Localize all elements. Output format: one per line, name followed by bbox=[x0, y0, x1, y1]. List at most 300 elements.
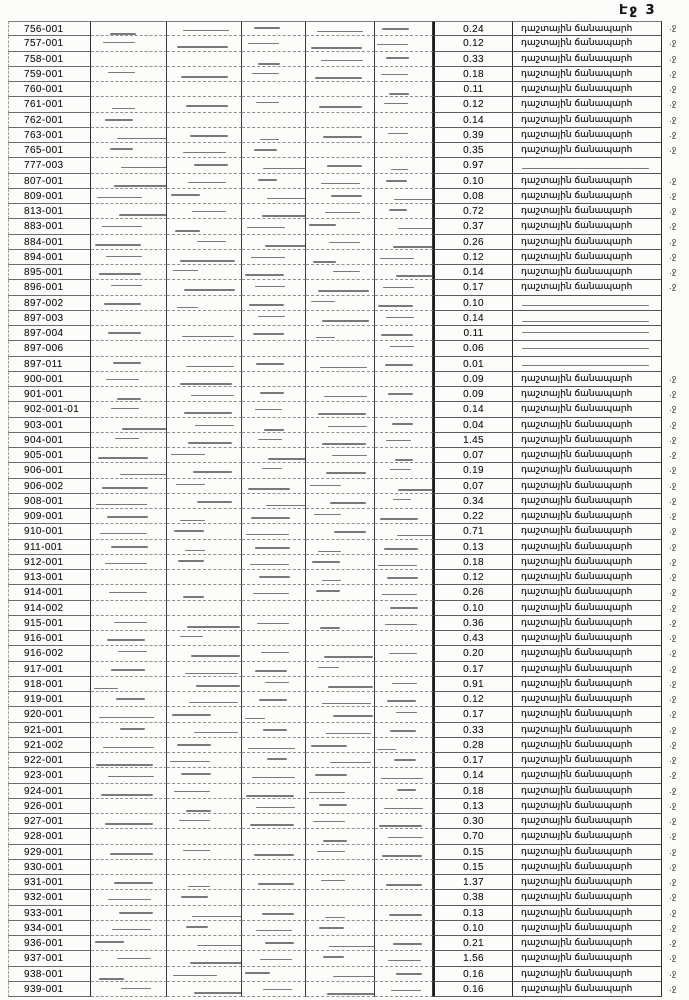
page-edge-text: .ջ bbox=[669, 267, 677, 277]
empty-cell bbox=[91, 311, 167, 326]
dash-mark bbox=[177, 307, 198, 308]
table-row bbox=[8, 906, 689, 921]
table-row bbox=[8, 341, 689, 356]
empty-cell bbox=[375, 280, 433, 295]
table-row bbox=[8, 280, 689, 295]
empty-cell bbox=[306, 524, 375, 539]
area-value-cell bbox=[433, 311, 513, 326]
parcel-table bbox=[8, 21, 689, 997]
land-use-label: դաշտային ճանապարհ bbox=[521, 983, 633, 994]
parcel-id-cell bbox=[8, 235, 91, 250]
area-value-cell bbox=[433, 326, 513, 341]
area-value-cell bbox=[433, 768, 513, 783]
area-value: 0.35 bbox=[463, 145, 484, 156]
page-edge-cell bbox=[662, 479, 689, 494]
land-use-label: դաշտային ճանապարհ bbox=[521, 877, 633, 887]
dash-mark bbox=[382, 855, 421, 857]
parcel-id-cell bbox=[8, 509, 91, 524]
land-use-cell bbox=[513, 784, 662, 799]
page-edge-cell bbox=[662, 174, 689, 189]
land-use-label: դաշտային ճանապարհ bbox=[521, 190, 633, 201]
area-value: 0.09 bbox=[463, 373, 484, 385]
page-edge-text: .ջ bbox=[669, 282, 677, 293]
dash-mark bbox=[248, 488, 290, 490]
empty-cell bbox=[167, 265, 242, 280]
page-edge-text: .ջ bbox=[669, 465, 677, 476]
area-value-cell bbox=[433, 143, 513, 158]
parcel-id: 906-002 bbox=[24, 480, 64, 492]
dash-mark bbox=[377, 44, 408, 45]
land-use-label: դաշտային ճանապարհ bbox=[521, 694, 633, 704]
land-use-cell bbox=[513, 723, 662, 738]
dash-mark bbox=[119, 214, 167, 216]
empty-cell bbox=[167, 494, 242, 509]
area-value: 0.26 bbox=[463, 236, 484, 248]
page-edge-text: .ջ bbox=[669, 724, 677, 735]
parcel-id-cell bbox=[8, 524, 91, 539]
dash-mark bbox=[181, 76, 228, 78]
page-edge-cell bbox=[662, 646, 689, 661]
dash-mark bbox=[187, 626, 240, 628]
empty-cell bbox=[306, 402, 375, 417]
parcel-id: 900-001 bbox=[24, 373, 64, 385]
dash-mark bbox=[193, 471, 232, 473]
dash-mark bbox=[262, 468, 282, 469]
empty-cell bbox=[306, 967, 375, 982]
empty-cell bbox=[306, 250, 375, 265]
empty-cell bbox=[242, 357, 306, 372]
land-use-label: դաշտային ճանապարհ bbox=[521, 846, 633, 857]
empty-cell bbox=[242, 723, 306, 738]
dash-mark bbox=[248, 43, 278, 44]
page-edge-text: .ջ bbox=[669, 816, 677, 826]
empty-cell bbox=[375, 707, 433, 722]
empty-cell bbox=[375, 311, 433, 326]
page-edge-cell bbox=[662, 753, 689, 768]
area-value-cell bbox=[433, 662, 513, 677]
empty-cell bbox=[306, 204, 375, 219]
parcel-id-cell bbox=[8, 463, 91, 478]
empty-cell bbox=[375, 67, 433, 82]
parcel-id-cell bbox=[8, 402, 91, 417]
dash-mark bbox=[326, 472, 366, 474]
empty-cell bbox=[91, 845, 167, 860]
table-row bbox=[8, 21, 689, 36]
area-value: 0.10 bbox=[463, 922, 484, 934]
area-value-cell bbox=[433, 982, 513, 997]
empty-cell bbox=[306, 387, 375, 402]
land-use-label: դաշտային ճանապարհ bbox=[521, 755, 633, 765]
dash-mark bbox=[181, 896, 208, 898]
dash-mark bbox=[245, 972, 270, 974]
empty-cell bbox=[167, 906, 242, 921]
dash-mark bbox=[317, 31, 363, 32]
empty-cell bbox=[375, 555, 433, 570]
area-value: 0.14 bbox=[463, 770, 484, 782]
page-edge-text: .ջ bbox=[669, 389, 677, 399]
parcel-id-cell bbox=[8, 158, 91, 173]
empty-cell bbox=[375, 189, 433, 204]
empty-cell bbox=[306, 433, 375, 448]
empty-cell bbox=[306, 158, 375, 173]
dash-mark bbox=[321, 60, 363, 61]
land-use-label: դաշտային ճանապարհ bbox=[521, 404, 633, 415]
area-value: 0.30 bbox=[463, 816, 484, 827]
land-use-cell bbox=[513, 250, 662, 265]
table-row bbox=[8, 479, 689, 494]
parcel-id: 777-003 bbox=[24, 160, 64, 172]
empty-cell bbox=[242, 555, 306, 570]
empty-cell bbox=[375, 387, 433, 402]
land-use-label: դաշտային ճանապարհ bbox=[521, 785, 633, 796]
dash-mark bbox=[108, 899, 152, 900]
area-value: 0.09 bbox=[463, 389, 484, 400]
land-use-label: դաշտային ճանապարհ bbox=[521, 84, 633, 94]
page-edge-cell bbox=[662, 433, 689, 448]
parcel-id-cell bbox=[8, 707, 91, 722]
empty-cell bbox=[167, 21, 242, 36]
dash-mark bbox=[111, 285, 143, 286]
land-use-label: դաշտային ճանապարհ bbox=[521, 53, 633, 64]
area-value: 0.14 bbox=[463, 404, 484, 416]
dash-mark bbox=[390, 469, 412, 470]
dash-mark bbox=[385, 624, 417, 625]
empty-cell bbox=[91, 204, 167, 219]
dash-mark bbox=[177, 46, 228, 48]
area-value-cell bbox=[433, 860, 513, 875]
empty-cell bbox=[306, 570, 375, 585]
parcel-id-cell bbox=[8, 585, 91, 600]
land-use-cell bbox=[513, 585, 662, 600]
empty-cell bbox=[375, 82, 433, 97]
parcel-id-cell bbox=[8, 936, 91, 951]
land-use-label: դաշտային ճանապարհ bbox=[521, 678, 633, 689]
parcel-id-cell bbox=[8, 280, 91, 295]
area-value-cell bbox=[433, 692, 513, 707]
parcel-id-cell bbox=[8, 189, 91, 204]
land-use-cell bbox=[513, 463, 662, 478]
page-edge-cell bbox=[662, 875, 689, 890]
empty-cell bbox=[242, 128, 306, 143]
land-use-cell bbox=[513, 707, 662, 722]
empty-cell bbox=[375, 814, 433, 829]
empty-cell bbox=[375, 875, 433, 890]
parcel-id: 934-001 bbox=[24, 922, 64, 934]
dash-mark bbox=[395, 459, 413, 461]
page-edge-text: .ջ bbox=[669, 206, 677, 216]
parcel-id-cell bbox=[8, 738, 91, 753]
page-edge-cell bbox=[662, 845, 689, 860]
empty-cell bbox=[375, 204, 433, 219]
dash-mark bbox=[112, 108, 135, 109]
dash-mark bbox=[311, 745, 347, 747]
page-edge-text: .ջ bbox=[669, 190, 677, 201]
dash-mark bbox=[186, 366, 233, 367]
dash-mark bbox=[319, 804, 347, 806]
empty-cell bbox=[91, 52, 167, 67]
area-value: 0.97 bbox=[463, 160, 484, 172]
land-use-label: դաշտային ճանապարհ bbox=[521, 633, 633, 643]
table-row bbox=[8, 723, 689, 738]
dash-mark bbox=[522, 365, 649, 366]
table-row bbox=[8, 540, 689, 555]
land-use-cell bbox=[513, 616, 662, 631]
empty-cell bbox=[242, 982, 306, 997]
parcel-id-cell bbox=[8, 357, 91, 372]
table-row bbox=[8, 570, 689, 585]
area-value-cell bbox=[433, 219, 513, 234]
parcel-id-cell bbox=[8, 921, 91, 936]
page-number-label: Էջ 3 bbox=[619, 3, 657, 18]
empty-cell bbox=[167, 662, 242, 677]
empty-cell bbox=[242, 219, 306, 234]
empty-cell bbox=[375, 21, 433, 36]
dash-mark bbox=[174, 791, 210, 792]
page-edge-cell bbox=[662, 265, 689, 280]
dash-mark bbox=[390, 346, 414, 347]
empty-cell bbox=[167, 677, 242, 692]
parcel-id-cell bbox=[8, 967, 91, 982]
page-edge-cell bbox=[662, 524, 689, 539]
empty-cell bbox=[306, 875, 375, 890]
empty-cell bbox=[91, 21, 167, 36]
land-use-cell bbox=[513, 829, 662, 844]
empty-cell bbox=[375, 524, 433, 539]
area-value: 0.17 bbox=[463, 663, 484, 675]
empty-cell bbox=[242, 479, 306, 494]
table-row bbox=[8, 52, 689, 67]
dash-mark bbox=[254, 149, 277, 151]
empty-cell bbox=[91, 692, 167, 707]
empty-cell bbox=[242, 631, 306, 646]
dash-mark bbox=[387, 700, 416, 702]
area-value: 0.37 bbox=[463, 221, 484, 233]
area-value-cell bbox=[433, 433, 513, 448]
dash-mark bbox=[331, 195, 362, 197]
dash-mark bbox=[176, 484, 206, 485]
area-value: 0.15 bbox=[463, 861, 484, 873]
page-edge-cell bbox=[662, 692, 689, 707]
empty-cell bbox=[167, 372, 242, 387]
land-use-label: դաշտային ճանապարհ bbox=[521, 587, 633, 598]
empty-cell bbox=[91, 143, 167, 158]
dash-mark bbox=[334, 531, 366, 533]
area-value-cell bbox=[433, 341, 513, 356]
page-edge-cell bbox=[662, 662, 689, 677]
parcel-id-cell bbox=[8, 448, 91, 463]
page-edge-text: .ջ bbox=[669, 831, 677, 842]
area-value: 0.17 bbox=[463, 282, 484, 294]
land-use-cell bbox=[513, 448, 662, 463]
empty-cell bbox=[306, 494, 375, 509]
table-row bbox=[8, 36, 689, 51]
land-use-label: դաշտային ճանապարհ bbox=[521, 724, 633, 735]
land-use-label: դաշտային ճանապարհ bbox=[521, 556, 633, 567]
table-row bbox=[8, 753, 689, 768]
page-edge-cell bbox=[662, 829, 689, 844]
table-row bbox=[8, 143, 689, 158]
dash-mark bbox=[104, 303, 141, 305]
empty-cell bbox=[306, 784, 375, 799]
empty-cell bbox=[167, 753, 242, 768]
area-value-cell bbox=[433, 97, 513, 112]
dash-mark bbox=[321, 880, 345, 881]
land-use-cell bbox=[513, 951, 662, 966]
area-value: 0.10 bbox=[463, 175, 484, 187]
dash-mark bbox=[119, 912, 153, 914]
empty-cell bbox=[167, 250, 242, 265]
land-use-label: դաշտային ճանապարհ bbox=[521, 68, 633, 79]
dash-mark bbox=[174, 530, 204, 532]
empty-cell bbox=[167, 601, 242, 616]
page-edge-text: .ջ bbox=[669, 38, 677, 49]
empty-cell bbox=[242, 738, 306, 753]
parcel-id-cell bbox=[8, 174, 91, 189]
page-edge-text: .ջ bbox=[669, 755, 677, 765]
land-use-cell bbox=[513, 219, 662, 234]
page-edge-text: .ջ bbox=[669, 84, 677, 94]
area-value: 0.28 bbox=[463, 739, 484, 751]
dash-mark bbox=[265, 942, 293, 944]
table-row bbox=[8, 509, 689, 524]
dash-mark bbox=[170, 761, 210, 762]
dash-mark bbox=[310, 485, 341, 486]
dash-mark bbox=[256, 102, 279, 103]
dash-mark bbox=[263, 989, 292, 990]
empty-cell bbox=[375, 341, 433, 356]
page-edge-cell bbox=[662, 372, 689, 387]
page-edge-cell bbox=[662, 616, 689, 631]
dash-mark bbox=[382, 594, 417, 595]
table-row bbox=[8, 631, 689, 646]
parcel-id: 903-001 bbox=[24, 419, 64, 431]
empty-cell bbox=[91, 418, 167, 433]
land-use-cell bbox=[513, 936, 662, 951]
table-row bbox=[8, 448, 689, 463]
page-edge-text: .ջ bbox=[669, 495, 677, 506]
empty-cell bbox=[91, 174, 167, 189]
area-value: 0.13 bbox=[463, 800, 484, 812]
dash-mark bbox=[179, 820, 210, 821]
empty-cell bbox=[242, 311, 306, 326]
empty-cell bbox=[242, 280, 306, 295]
parcel-id-cell bbox=[8, 631, 91, 646]
dash-mark bbox=[313, 821, 346, 822]
parcel-id-cell bbox=[8, 814, 91, 829]
dash-mark bbox=[391, 990, 421, 991]
dash-mark bbox=[312, 561, 340, 563]
empty-cell bbox=[167, 936, 242, 951]
empty-cell bbox=[167, 646, 242, 661]
page-edge-cell bbox=[662, 936, 689, 951]
dash-mark bbox=[101, 794, 153, 796]
dash-mark bbox=[246, 795, 293, 797]
dash-mark bbox=[173, 975, 217, 976]
empty-cell bbox=[91, 890, 167, 905]
parcel-id-cell bbox=[8, 311, 91, 326]
empty-cell bbox=[306, 585, 375, 600]
land-use-cell bbox=[513, 646, 662, 661]
table-row bbox=[8, 494, 689, 509]
land-use-cell bbox=[513, 982, 662, 997]
land-use-cell bbox=[513, 845, 662, 860]
land-use-cell bbox=[513, 21, 662, 36]
area-value-cell bbox=[433, 753, 513, 768]
table-row bbox=[8, 204, 689, 219]
dash-mark bbox=[379, 825, 422, 827]
dash-mark bbox=[388, 837, 423, 838]
empty-cell bbox=[91, 875, 167, 890]
page-edge-cell bbox=[662, 97, 689, 112]
empty-cell bbox=[306, 982, 375, 997]
parcel-id: 760-001 bbox=[24, 84, 64, 95]
page-edge-text: .ջ bbox=[669, 129, 677, 140]
empty-cell bbox=[91, 906, 167, 921]
empty-cell bbox=[375, 601, 433, 616]
parcel-id-cell bbox=[8, 662, 91, 677]
empty-cell bbox=[375, 265, 433, 280]
empty-cell bbox=[306, 555, 375, 570]
page-edge-cell bbox=[662, 570, 689, 585]
empty-cell bbox=[375, 677, 433, 692]
table-row bbox=[8, 738, 689, 753]
dash-mark bbox=[180, 520, 205, 521]
land-use-cell bbox=[513, 662, 662, 677]
empty-cell bbox=[167, 357, 242, 372]
dash-mark bbox=[329, 242, 360, 243]
parcel-id: 911-001 bbox=[24, 541, 63, 553]
area-value-cell bbox=[433, 509, 513, 524]
dash-mark bbox=[185, 550, 206, 551]
dash-mark bbox=[522, 305, 649, 306]
dash-mark bbox=[255, 547, 290, 549]
empty-cell bbox=[167, 570, 242, 585]
page-edge-cell bbox=[662, 814, 689, 829]
table-row bbox=[8, 387, 689, 402]
parcel-id-cell bbox=[8, 326, 91, 341]
page-edge-cell bbox=[662, 326, 689, 341]
dash-mark bbox=[324, 656, 372, 658]
parcel-id: 883-001 bbox=[24, 221, 64, 233]
dash-mark bbox=[322, 703, 371, 704]
land-use-label: դաշտային ճանապարհ bbox=[521, 267, 633, 277]
empty-cell bbox=[375, 890, 433, 905]
land-use-cell bbox=[513, 326, 662, 341]
land-use-cell bbox=[513, 524, 662, 539]
empty-cell bbox=[306, 357, 375, 372]
empty-cell bbox=[91, 113, 167, 128]
dash-mark bbox=[393, 943, 422, 945]
land-use-label: դաշտային ճանապարհ bbox=[521, 602, 633, 613]
empty-cell bbox=[242, 967, 306, 982]
dash-mark bbox=[389, 653, 418, 654]
empty-cell bbox=[242, 860, 306, 875]
parcel-id: 915-001 bbox=[24, 617, 64, 629]
page-edge-cell bbox=[662, 189, 689, 204]
area-value: 0.12 bbox=[463, 694, 484, 705]
page-edge-text: .ջ bbox=[669, 633, 677, 643]
dash-mark bbox=[190, 962, 242, 964]
empty-cell bbox=[242, 906, 306, 921]
dash-mark bbox=[260, 392, 283, 394]
dash-mark bbox=[107, 639, 145, 641]
dash-mark bbox=[248, 748, 295, 749]
dash-mark bbox=[323, 840, 347, 842]
empty-cell bbox=[91, 921, 167, 936]
dash-mark bbox=[389, 914, 421, 916]
empty-cell bbox=[167, 174, 242, 189]
area-value: 0.38 bbox=[463, 892, 484, 904]
